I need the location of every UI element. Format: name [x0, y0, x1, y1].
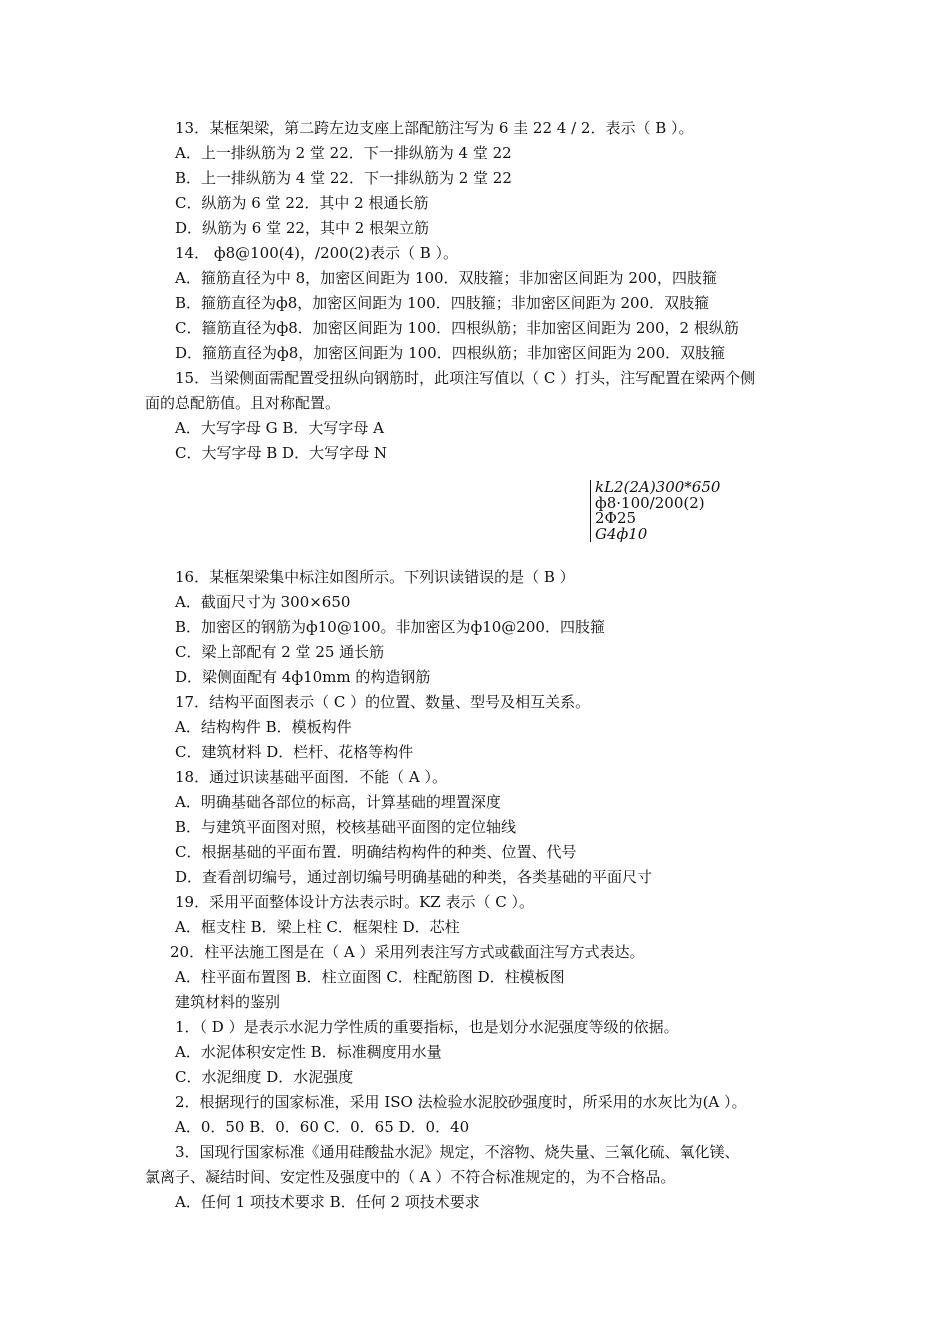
section-heading: 建筑材料的鉴别	[175, 993, 281, 1011]
options-20: A．柱平面布置图 B．柱立面图 C．柱配筋图 D．柱模板图	[175, 968, 565, 986]
option-18-a: A．明确基础各部位的标高，计算基础的埋置深度	[175, 793, 501, 811]
question-15: 15．当梁侧面需配置受扭纵向钢筋时，此项注写值以（ C ）打头，注写配置在梁两个侧	[175, 369, 756, 387]
option-13-c: C．纵筋为 6 堂 22．其中 2 根通长筋	[175, 194, 429, 212]
question-13: 13．某框架梁，第二跨左边支座上部配筋注写为 6 圭 22 4 / 2．表示（ B ）。	[175, 119, 694, 137]
question-17: 17．结构平面图表示（ C ）的位置、数量、型号及相互关系。	[175, 693, 591, 711]
beam-annotation-figure	[590, 480, 720, 542]
option-16-c: C．梁上部配有 2 堂 25 通长筋	[175, 643, 385, 661]
option-13-d: D．纵筋为 6 堂 22，其中 2 根架立筋	[175, 219, 430, 237]
figure-line-4: G4ф10	[595, 524, 648, 543]
figure-line-1: kL2(2A)300*650	[595, 478, 721, 496]
question-m3-continued: 氯离子、凝结时间、安定性及强度中的（ A ）不符合标准规定的，为不合格品。	[145, 1168, 676, 1186]
question-16: 16．某框架梁集中标注如图所示。下列识读错误的是（ B ）	[175, 568, 575, 586]
question-m3: 3．国现行国家标准《通用硅酸盐水泥》规定，不溶物、烧失量、三氧化硫、氧化镁、	[175, 1143, 740, 1161]
option-13-a: A．上一排纵筋为 2 堂 22．下一排纵筋为 4 堂 22	[175, 144, 512, 162]
option-14-d: D．箍筋直径为ф8，加密区间距为 100．四根纵筋；非加密区间距为 200．双肢箍	[175, 344, 726, 362]
option-14-a: A．箍筋直径为中 8，加密区间距为 100．双肢箍；非加密区间距为 200，四肢箍	[175, 269, 717, 287]
question-14: 14． ф8@100(4)，/200(2)表示（ B ）。	[175, 244, 459, 262]
option-18-b: B．与建筑平面图对照，校核基础平面图的定位轴线	[175, 818, 517, 836]
options-m2: A．0．50 B．0．60 C．0．65 D．0．40	[175, 1118, 470, 1136]
options-m3-ab: A．任何 1 项技术要求 B．任何 2 项技术要求	[175, 1193, 480, 1211]
options-15-ab: A．大写字母 G B．大写字母 A	[175, 419, 384, 437]
option-14-c: C．箍筋直径为ф8．加密区间距为 100．四根纵筋；非加密区间距为 200，2 根纵筋	[175, 319, 739, 337]
figure-line-2: ф8·100/200(2)	[595, 493, 705, 512]
options-17-ab: A．结构构件 B．模板构件	[175, 718, 352, 736]
figure-line-3: 2Ф25	[595, 509, 637, 527]
option-18-d: D．查看剖切编号，通过剖切编号明确基础的种类，各类基础的平面尺寸	[175, 868, 653, 886]
question-m2: 2．根据现行的国家标准，采用 ISO 法检验水泥胶砂强度时，所采用的水灰比为(A ）。	[175, 1093, 747, 1111]
question-15-continued: 面的总配筋值。且对称配置。	[145, 394, 341, 412]
options-15-cd: C．大写字母 B D．大写字母 N	[175, 444, 387, 462]
options-m1-cd: C．水泥细度 D．水泥强度	[175, 1068, 354, 1086]
option-16-d: D．梁侧面配有 4ф10mm 的构造钢筋	[175, 668, 431, 686]
option-14-b: B．箍筋直径为ф8，加密区间距为 100．四肢箍；非加密区间距为 200．双肢箍	[175, 294, 710, 312]
option-13-b: B．上一排纵筋为 4 堂 22．下一排纵筋为 2 堂 22	[175, 169, 512, 187]
options-m1-ab: A．水泥体积安定性 B．标准稠度用水量	[175, 1043, 442, 1061]
options-19: A．框支柱 B．梁上柱 C．框架柱 D．芯柱	[175, 918, 460, 936]
question-18: 18．通过识读基础平面图．不能（ A ）。	[175, 768, 447, 786]
options-17-cd: C．建筑材料 D．栏杆、花格等构件	[175, 743, 414, 761]
question-19: 19．采用平面整体设计方法表示时。KZ 表示（ C ）。	[175, 893, 534, 911]
question-20: 20．柱平法施工图是在（ A ）采用列表注写方式或截面注写方式表达。	[170, 943, 645, 961]
question-m1: 1．（ D ）是表示水泥力学性质的重要指标，也是划分水泥强度等级的依据。	[175, 1018, 679, 1036]
option-16-b: B．加密区的钢筋为ф10@100。非加密区为ф10@200．四肢箍	[175, 618, 605, 636]
option-16-a: A．截面尺寸为 300×650	[175, 593, 351, 611]
option-18-c: C．根据基础的平面布置．明确结构构件的种类、位置、代号	[175, 843, 577, 861]
